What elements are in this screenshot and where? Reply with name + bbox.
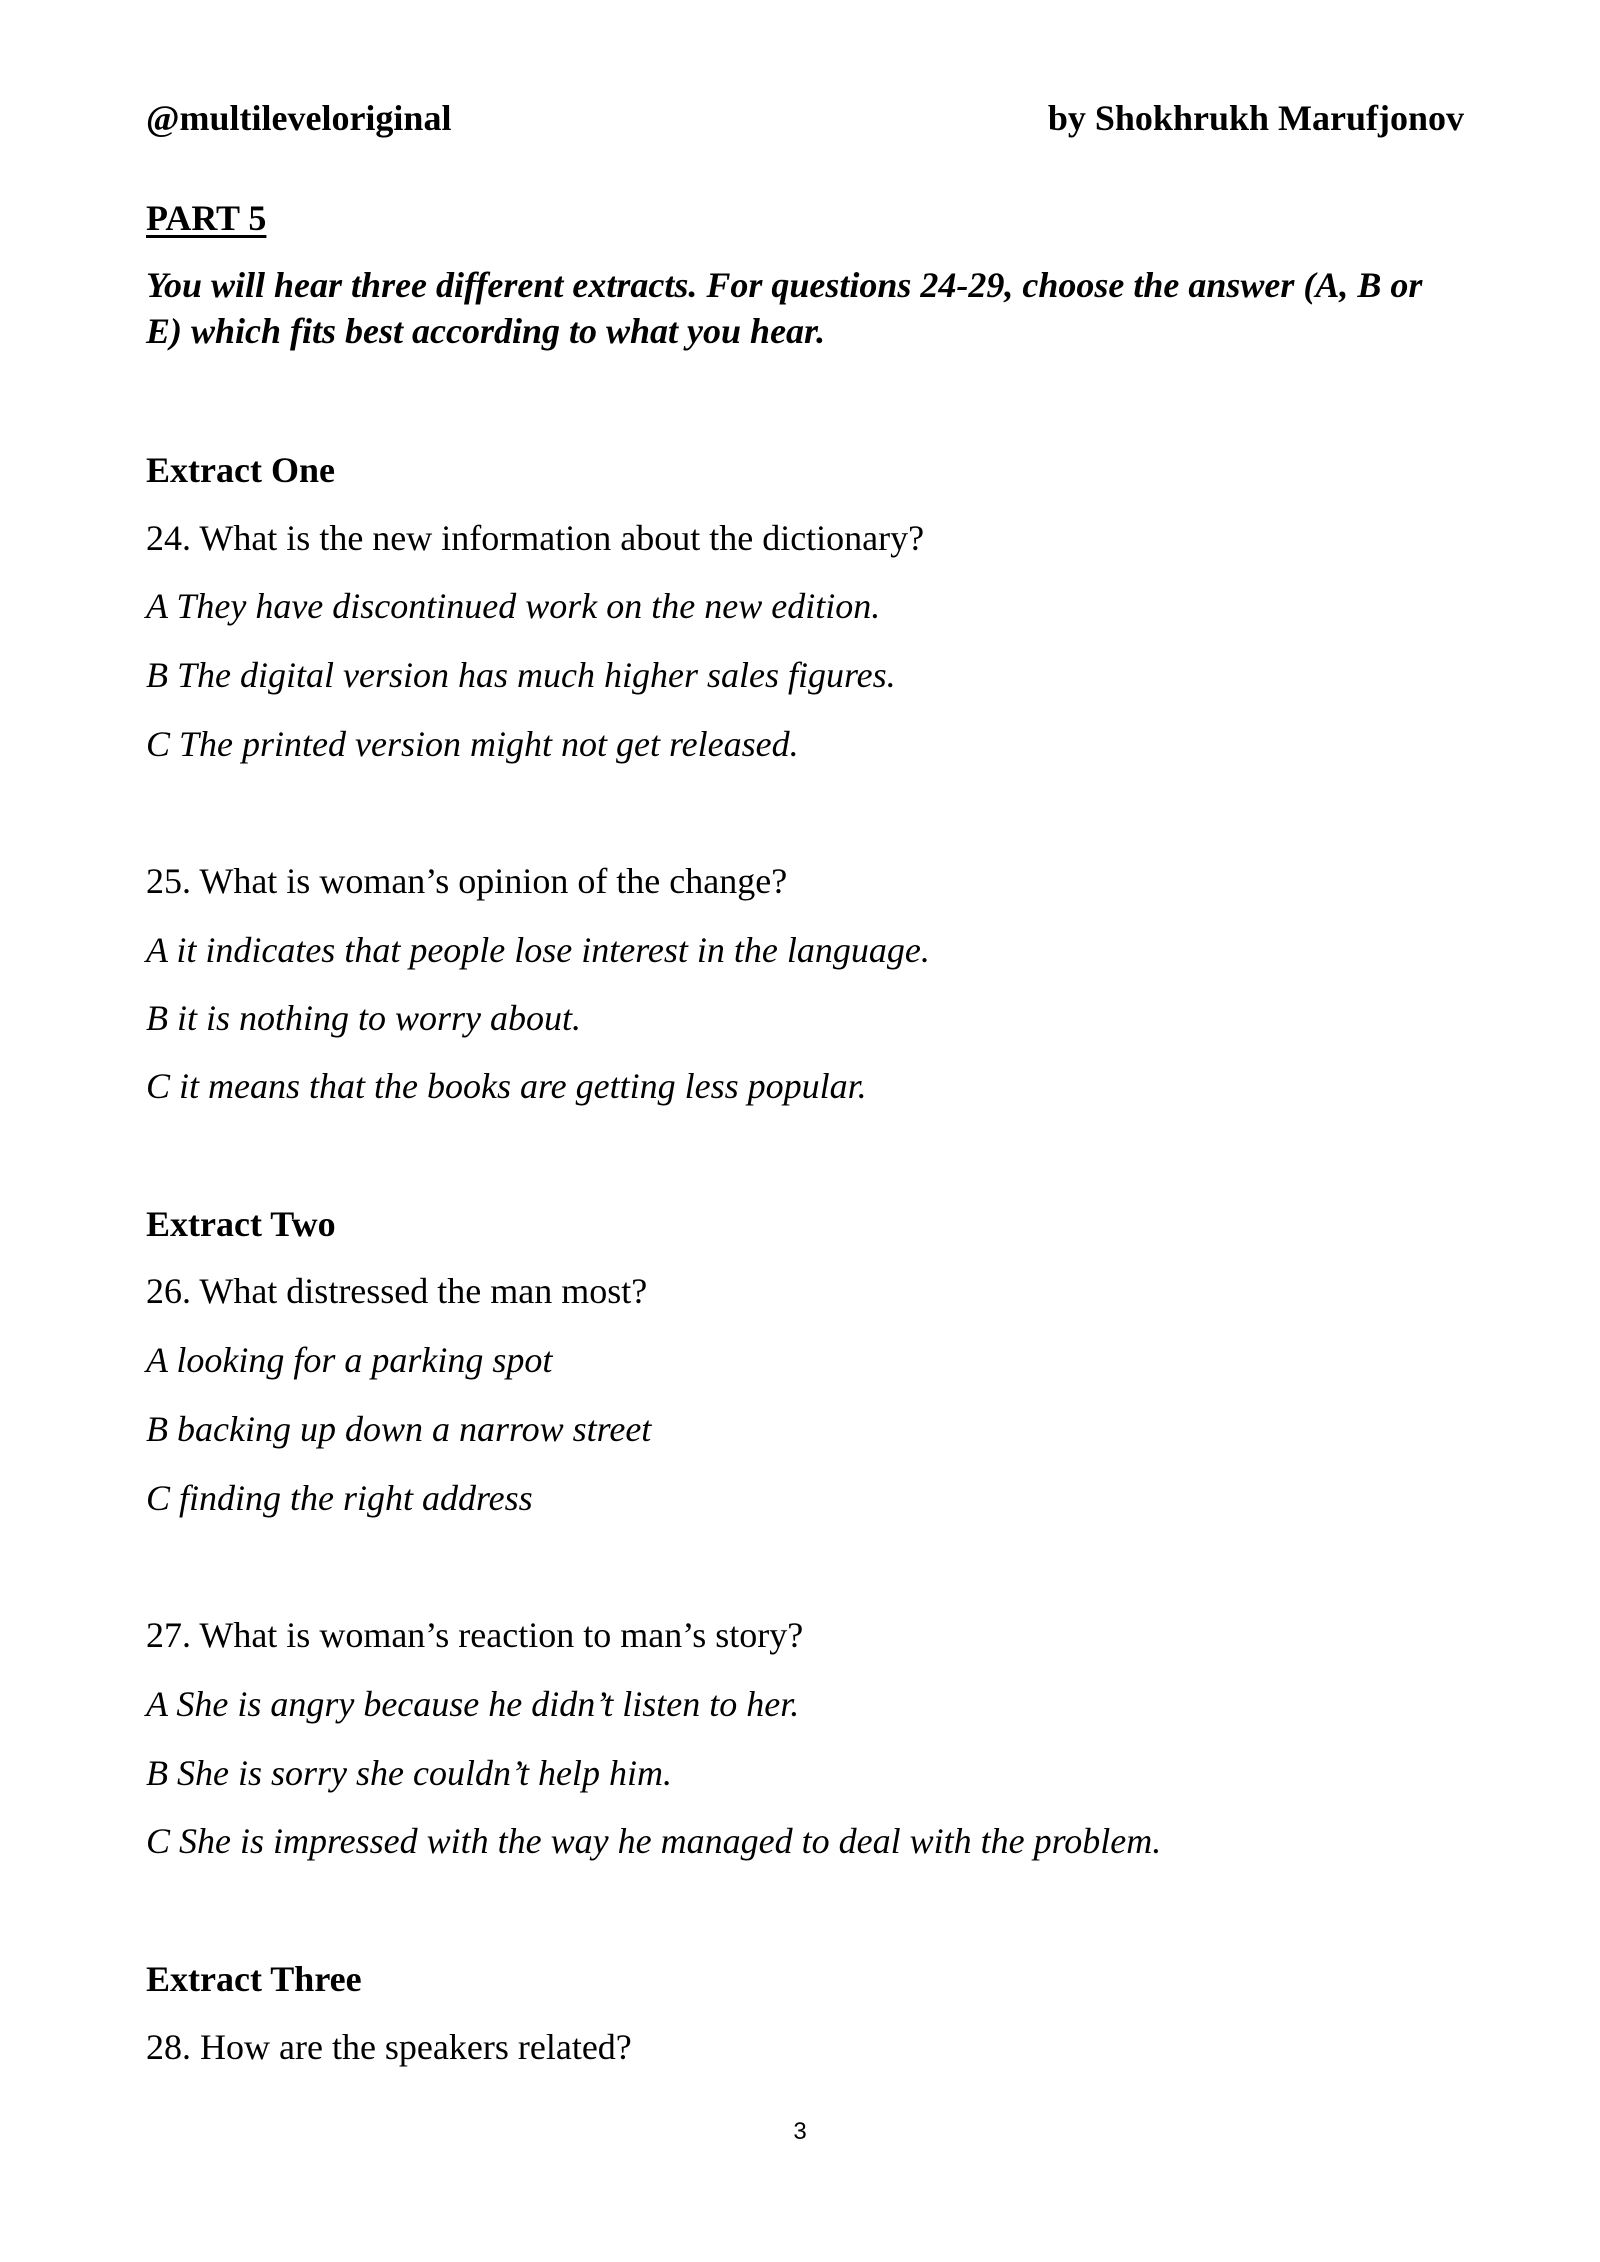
question-26-option-b: B backing up down a narrow street (146, 1409, 652, 1449)
extract-three-title: Extract Three (146, 1959, 362, 1999)
question-27: 27. What is woman’s reaction to man’s story? (146, 1615, 804, 1655)
header-author: by Shokhrukh Marufjonov (1047, 98, 1464, 138)
instructions: You will hear three different extracts. For questions 24-29, choose the answer (A, B or E) which fits best according to what you hear. (146, 265, 1423, 351)
extract-one-title: Extract One (146, 450, 335, 490)
question-24: 24. What is the new information about the dictionary? (146, 518, 925, 558)
question-24-option-b: B The digital version has much higher sales figures. (146, 655, 896, 695)
question-26-option-a: A looking for a parking spot (146, 1340, 553, 1380)
question-28: 28. How are the speakers related? (146, 2027, 632, 2067)
question-26: 26. What distressed the man most? (146, 1271, 648, 1311)
part-title: PART 5 (146, 198, 267, 238)
question-24-option-a: A They have discontinued work on the new edition. (146, 586, 881, 626)
question-26-option-c: C finding the right address (146, 1478, 533, 1518)
question-24-option-c: C The printed version might not get released. (146, 724, 799, 764)
question-25-option-a: A it indicates that people lose interest in the language. (146, 930, 930, 970)
extract-two-title: Extract Two (146, 1204, 336, 1244)
question-25-option-c: C it means that the books are getting less popular. (146, 1066, 867, 1106)
question-27-option-b: B She is sorry she couldn’t help him. (146, 1753, 672, 1793)
header-channel: @multileveloriginal (146, 98, 452, 138)
question-27-option-c: C She is impressed with the way he managed to deal with the problem. (146, 1821, 1162, 1861)
question-25: 25. What is woman’s opinion of the change? (146, 861, 788, 901)
question-27-option-a: A She is angry because he didn’t listen to her. (146, 1684, 800, 1724)
question-25-option-b: B it is nothing to worry about. (146, 998, 582, 1038)
page-number: 3 (793, 2118, 807, 2145)
